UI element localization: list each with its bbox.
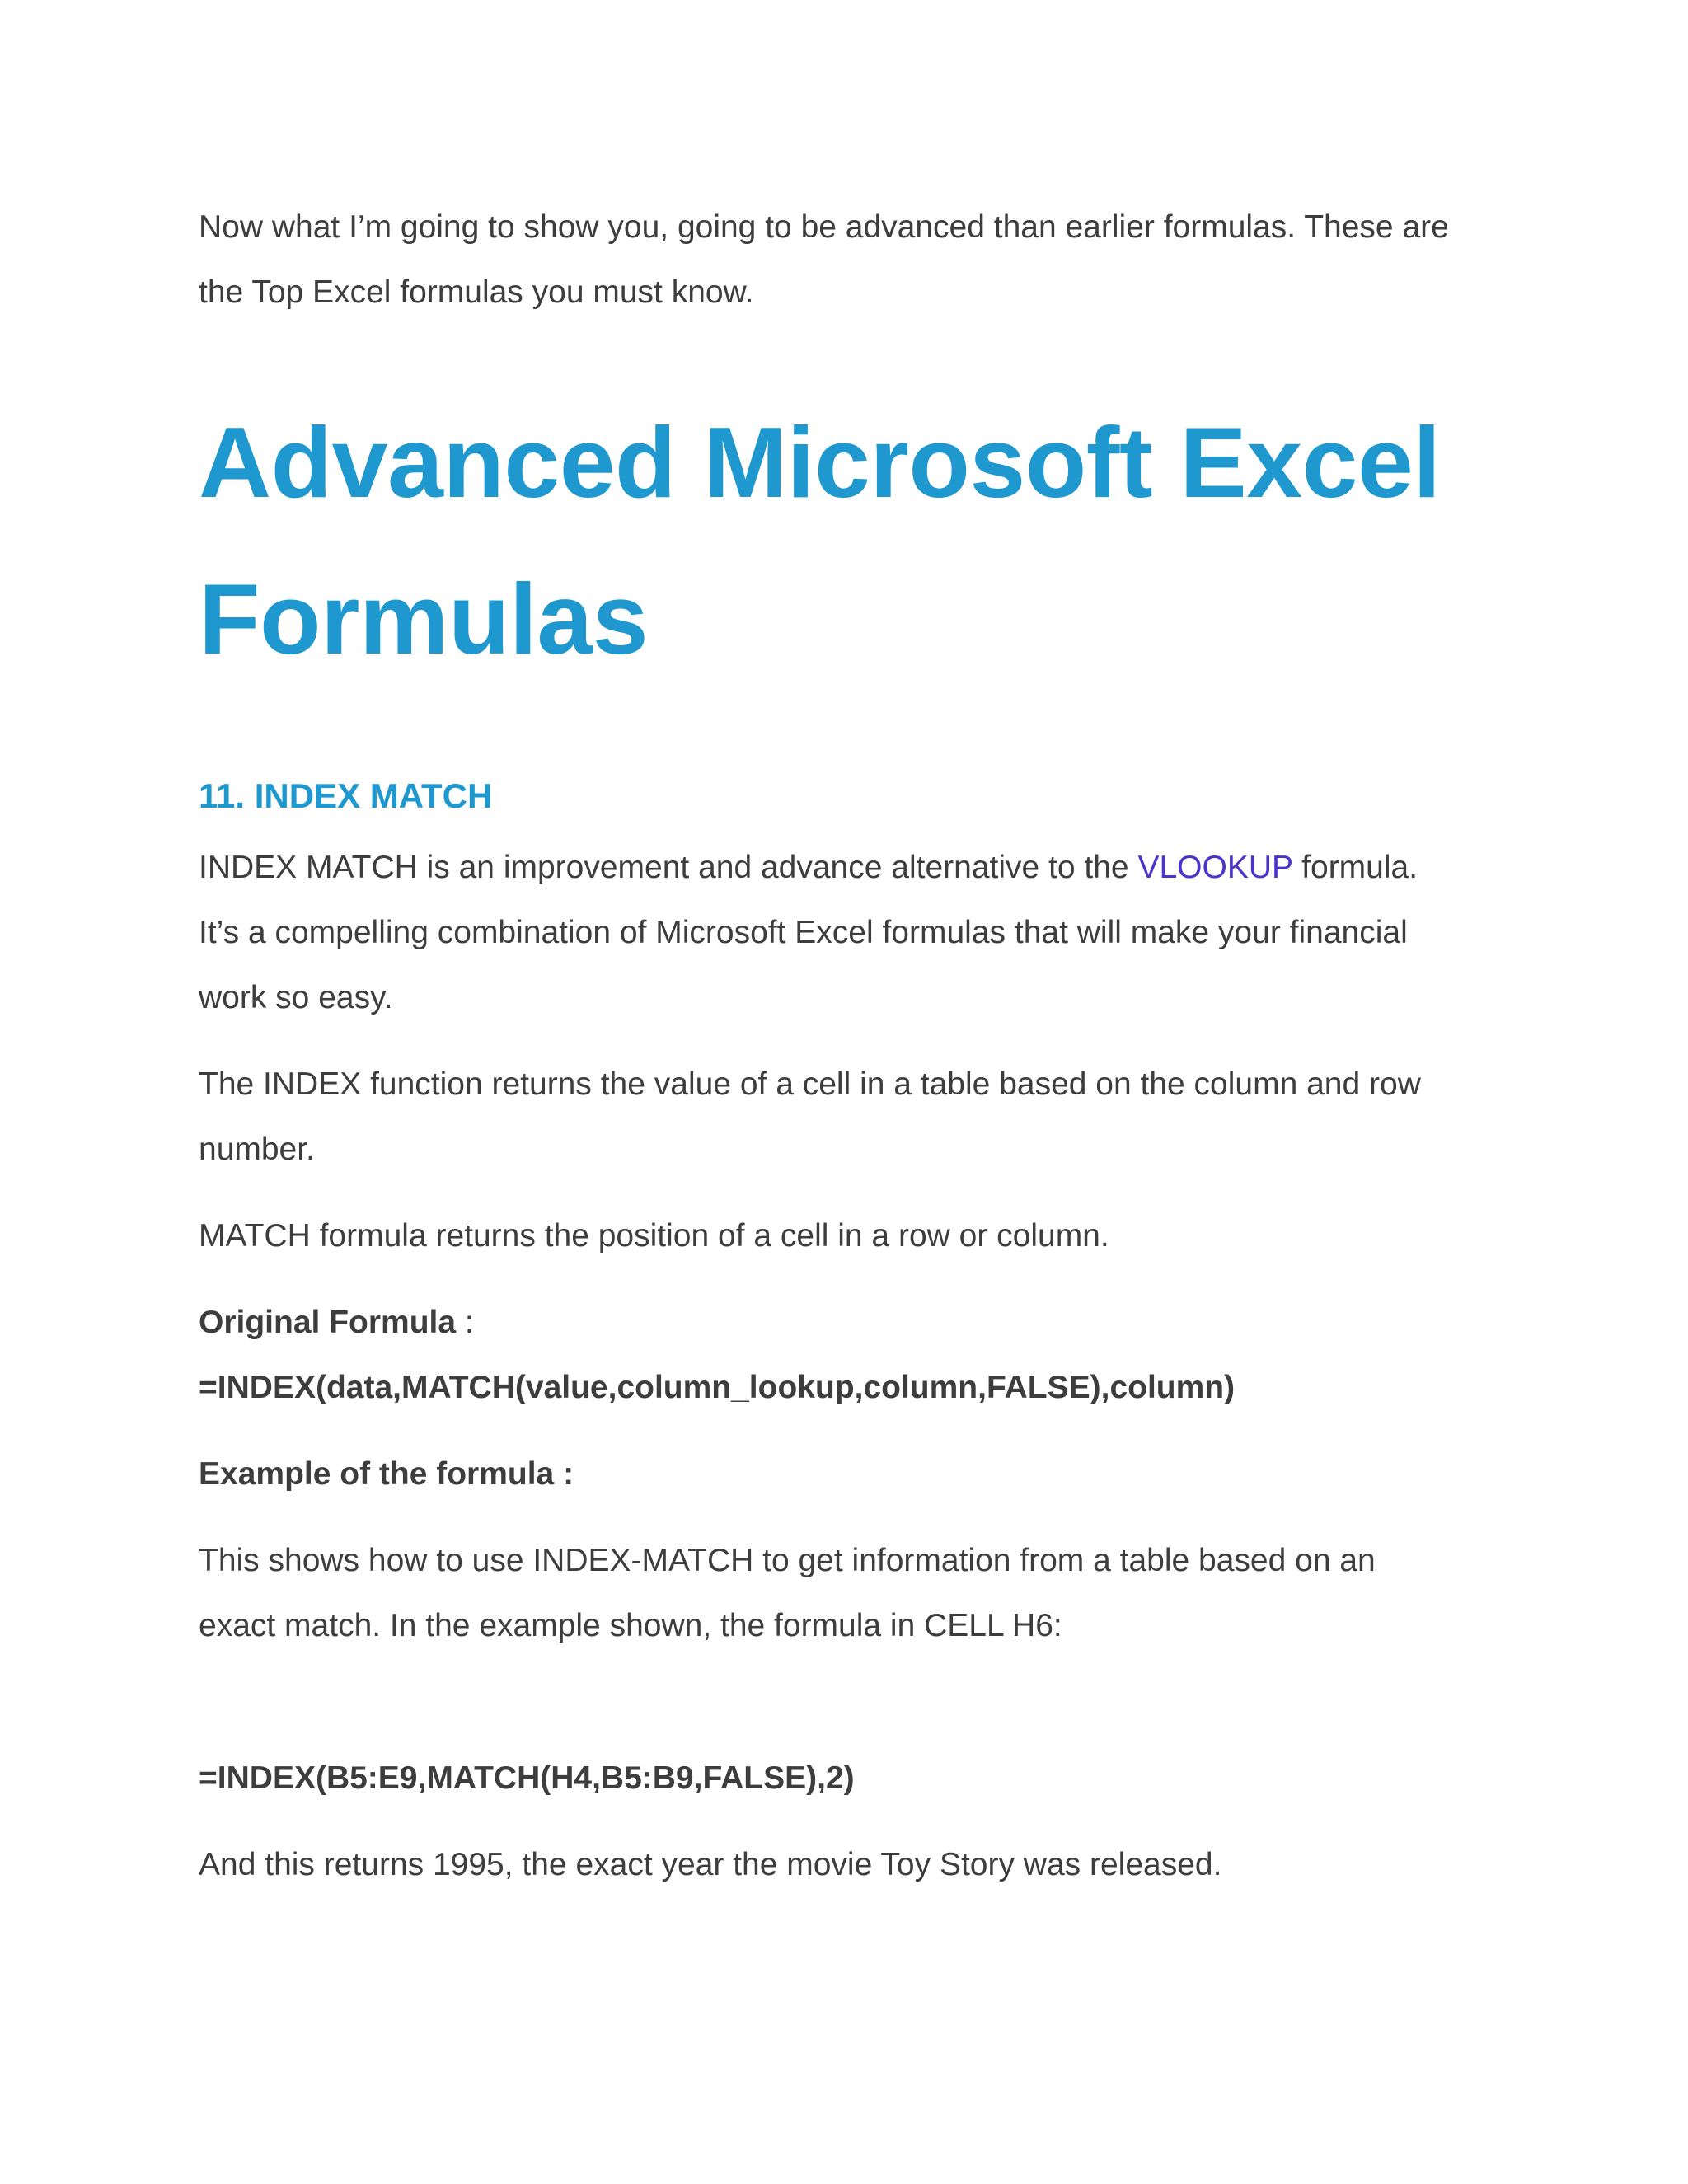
match-function-paragraph: MATCH formula returns the position of a cell in a row or column. (199, 1218, 1109, 1254)
original-formula-text: =INDEX(data,MATCH(value,column_lookup,column,FALSE),column) (199, 1370, 1236, 1405)
page-title (199, 384, 1517, 697)
description-line-3: work so easy. (199, 980, 393, 1015)
intro-paragraph (199, 194, 1517, 325)
section-heading-index-match: 11. INDEX MATCH (199, 776, 493, 815)
example-formula-text: =INDEX(B5:E9,MATCH(H4,B5:B9,FALSE),2) (199, 1760, 855, 1796)
intro-line-2: the Top Excel formulas you must know. (199, 274, 754, 310)
example-line-1: This shows how to use INDEX-MATCH to get information from a table based on an (199, 1543, 1376, 1578)
description-line-2: It’s a compelling combination of Microsoft Excel formulas that will make your financial (199, 915, 1408, 950)
intro-line-1: Now what I’m going to show you, going to be advanced than earlier formulas. These are (199, 209, 1449, 245)
document-page (199, 194, 1517, 1919)
original-formula-separator: : (456, 1305, 474, 1340)
page-title-line-2: Formulas (199, 563, 649, 675)
example-line-2: exact match. In the example shown, the formula in CELL H6: (199, 1608, 1062, 1643)
original-formula-block (199, 1290, 1517, 1420)
original-formula-label: Original Formula (199, 1305, 457, 1340)
description-text-before-link: INDEX MATCH is an improvement and advance alternative to the (199, 850, 1138, 885)
image-placeholder-space (199, 1680, 1517, 1746)
page-title-line-1: Advanced Microsoft Excel (199, 406, 1441, 518)
example-label: Example of the formula : (199, 1456, 574, 1492)
index-function-line-1: The INDEX function returns the value of a cell in a table based on the column and row (199, 1066, 1421, 1102)
example-description (199, 1528, 1517, 1658)
result-paragraph: And this returns 1995, the exact year the movie Toy Story was released. (199, 1847, 1222, 1882)
index-function-paragraph (199, 1052, 1517, 1182)
description-text-after-link: formula. (1292, 850, 1418, 885)
index-match-description (199, 835, 1517, 1030)
vlookup-link[interactable]: VLOOKUP (1137, 850, 1293, 885)
index-function-line-2: number. (199, 1132, 315, 1167)
